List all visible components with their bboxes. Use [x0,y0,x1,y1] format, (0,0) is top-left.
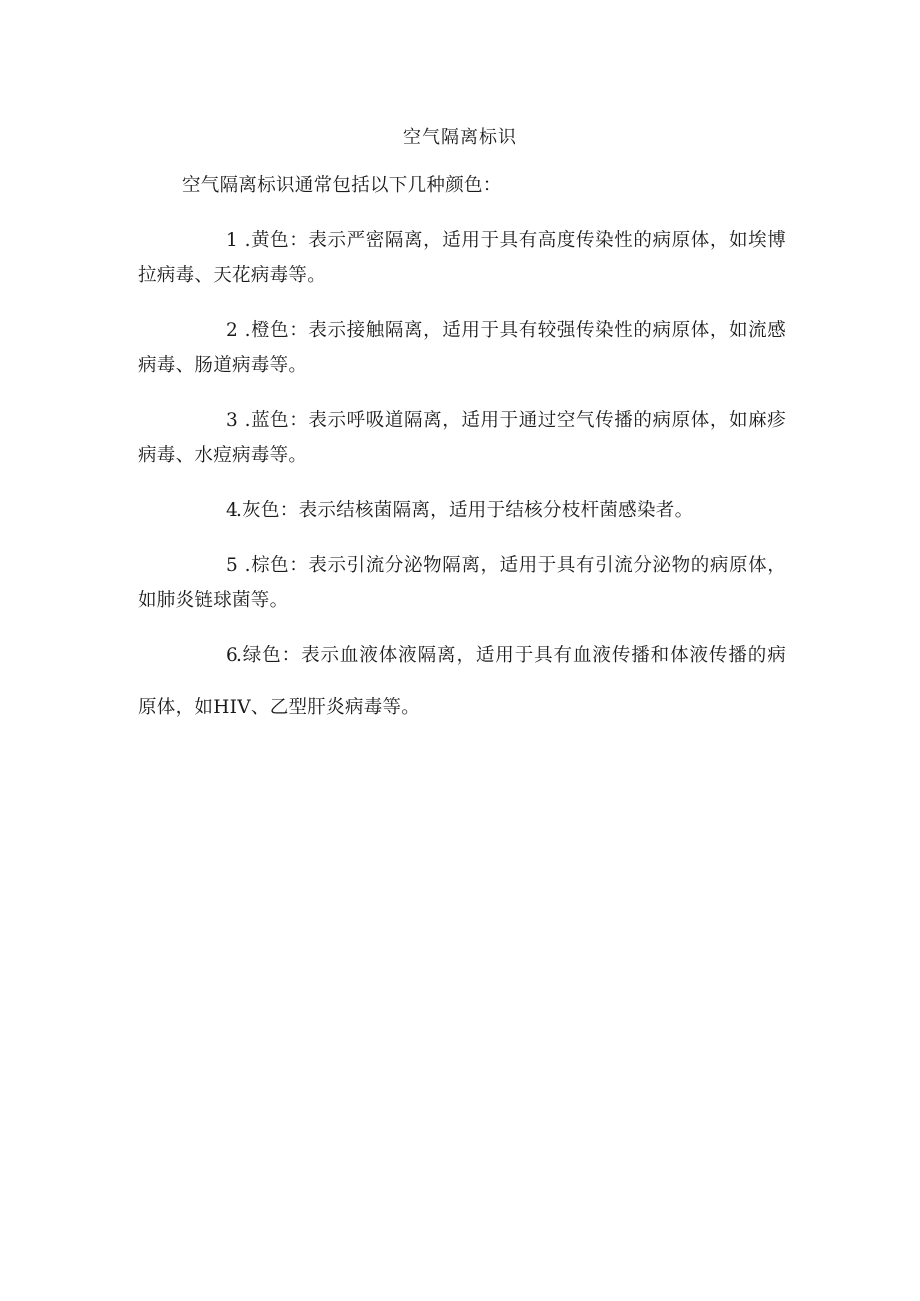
document-body [138,168,786,754]
list-item [138,403,786,473]
intro-paragraph: 空气隔离标识通常包括以下几种颜色： [182,175,502,196]
item-text: .黄色：表示严密隔离，适用于具有高度传染性的病原体，如埃博拉病毒、天花病毒等。 [138,230,786,286]
document-title: 空气隔离标识 [403,127,517,148]
item-number: 6 [226,645,239,666]
item-number: 3 [226,410,239,431]
list-item [138,548,786,618]
list-item [138,313,786,383]
list-item [138,630,786,734]
item-number: 1 [226,230,239,251]
item-text: .橙色：表示接触隔离，适用于具有较强传染性的病原体，如流感病毒、肠道病毒等。 [138,320,786,376]
item-number: 4 [226,500,239,521]
list-item [138,223,786,293]
item-text: .绿色：表示血液体液隔离，适用于具有血液传播和体液传播的病原体，如HIV、乙型肝炎病毒等。 [138,645,786,718]
item-number: 5 [226,555,239,576]
item-text: .蓝色：表示呼吸道隔离，适用于通过空气传播的病原体，如麻疹病毒、水痘病毒等。 [138,410,786,466]
item-text: .棕色：表示引流分泌物隔离，适用于具有引流分泌物的病原体，如肺炎链球菌等。 [138,555,786,611]
item-text: .灰色：表示结核菌隔离，适用于结核分枝杆菌感染者。 [236,500,694,521]
list-item [138,493,786,528]
item-number: 2 [226,320,239,341]
